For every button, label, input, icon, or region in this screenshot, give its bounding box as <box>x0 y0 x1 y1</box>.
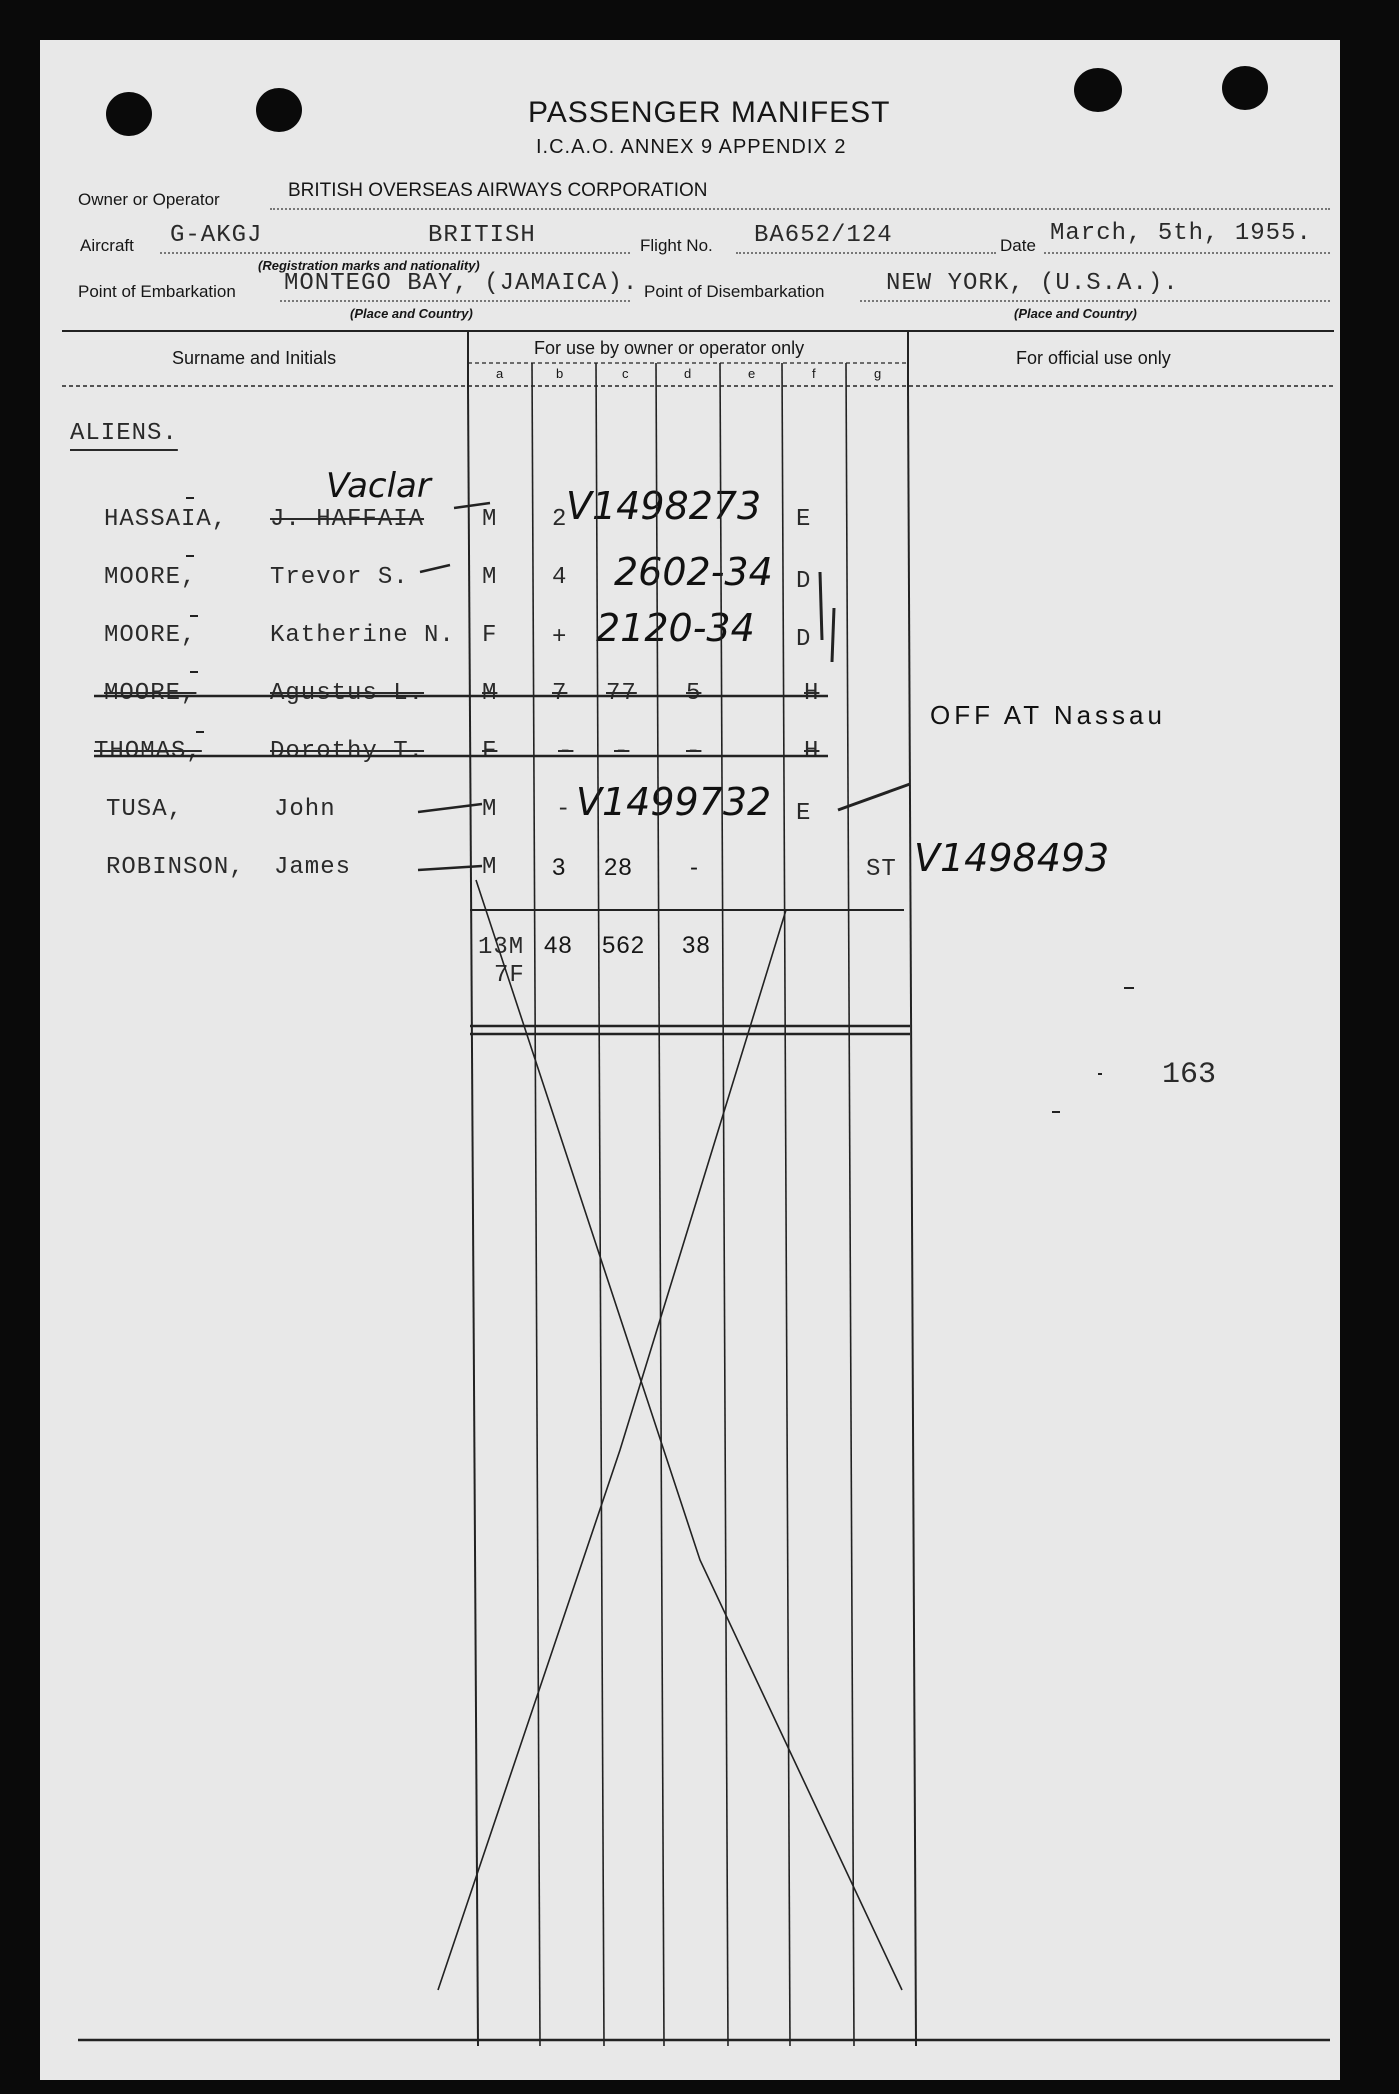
subcol-f: f <box>812 366 816 381</box>
punch-hole <box>106 92 152 136</box>
owner-dotted-line <box>270 208 1330 210</box>
handwritten-mark: 2120-34 <box>596 606 755 650</box>
subcol-e: e <box>748 366 756 381</box>
disembarkation-dotted-line <box>860 300 1330 302</box>
surname-column-header: Surname and Initials <box>172 348 337 368</box>
cell-f: H <box>804 680 820 707</box>
passenger-surname: THOMAS, <box>94 738 202 765</box>
owner-value: BRITISH OVERSEAS AIRWAYS CORPORATION <box>288 180 708 201</box>
aircraft-dotted-line <box>160 252 630 254</box>
passenger-initials: John <box>274 796 336 823</box>
punch-hole <box>1222 66 1268 110</box>
cell-e: D <box>796 568 812 595</box>
embarkation-value: MONTEGO BAY, (JAMAICA). <box>284 270 639 297</box>
cell-e: E <box>796 506 812 533</box>
passenger-initials: Katherine N. <box>270 622 455 649</box>
total-c: 562 <box>602 932 646 959</box>
cell-c: - <box>614 738 630 765</box>
passenger-surname: MOORE, <box>104 564 197 591</box>
cell-d: - <box>686 738 702 765</box>
cell-d: 5 <box>686 680 702 707</box>
cell-b: 4 <box>552 564 568 591</box>
date-dotted-line <box>1044 252 1330 254</box>
total-female: 7F <box>494 962 525 989</box>
cell-e: E <box>796 800 812 827</box>
registration-note: (Registration marks and nationality) <box>258 258 480 273</box>
embarkation-label: Point of Embarkation <box>78 282 236 301</box>
form-subtitle: I.C.A.O. ANNEX 9 APPENDIX 2 <box>536 136 847 158</box>
passenger-initials: Dorothy T. <box>270 738 425 765</box>
total-d: 38 <box>682 932 711 959</box>
cell-g: ST <box>866 856 897 883</box>
embarkation-note: (Place and Country) <box>350 306 473 321</box>
cell-b: - <box>558 738 574 765</box>
cell-b: + <box>552 624 568 651</box>
passenger-initials: Trevor S. <box>270 564 409 591</box>
punch-hole <box>256 88 302 132</box>
page-number: 163 <box>1162 1058 1217 1092</box>
cell-a: M <box>482 506 498 533</box>
handwritten-mark: 2602-34 <box>614 550 773 594</box>
passenger-surname: TUSA, <box>106 796 184 823</box>
date-label: Date <box>1000 236 1036 255</box>
official-use-header: For official use only <box>1016 348 1171 368</box>
date-value: March, 5th, 1955. <box>1050 220 1312 247</box>
disembarkation-note: (Place and Country) <box>1014 306 1137 321</box>
cell-c: 28 <box>604 854 633 881</box>
passenger-surname: MOORE, <box>104 680 197 707</box>
handwritten-correction: Vaclar <box>326 466 431 506</box>
total-male: 13M <box>478 934 525 961</box>
cell-b: 7 <box>552 680 568 707</box>
aircraft-label: Aircraft <box>80 236 134 255</box>
flight-dotted-line <box>736 252 996 254</box>
section-heading: ALIENS. <box>70 420 178 447</box>
cell-a: M <box>482 796 498 823</box>
cell-a: M <box>482 854 498 881</box>
subcol-b: b <box>556 366 564 381</box>
embarkation-dotted-line <box>280 300 630 302</box>
cell-d: - <box>690 854 699 881</box>
form-title: PASSENGER MANIFEST <box>528 96 891 129</box>
subcol-g: g <box>874 366 882 381</box>
cell-a: M <box>482 564 498 591</box>
passenger-surname: HASSAIA, <box>104 506 228 533</box>
handwritten-mark: V1498273 <box>566 484 762 528</box>
subcol-a: a <box>496 366 504 381</box>
handwritten-mark: V1499732 <box>576 780 772 824</box>
owner-label: Owner or Operator <box>78 190 220 209</box>
disembarkation-value: NEW YORK, (U.S.A.). <box>886 270 1179 297</box>
subcol-c: c <box>622 366 629 381</box>
disembarkation-label: Point of Disembarkation <box>644 282 825 301</box>
flight-number: BA652/124 <box>754 222 893 249</box>
passenger-surname: ROBINSON, <box>106 854 245 881</box>
subcol-d: d <box>684 366 692 381</box>
passenger-surname: MOORE, <box>104 622 197 649</box>
owner-use-header: For use by owner or operator only <box>534 338 805 358</box>
aircraft-registration: G-AKGJ <box>170 222 263 249</box>
cell-b: - <box>556 796 572 823</box>
cell-a: M <box>482 680 498 707</box>
cell-f: H <box>804 738 820 765</box>
cell-b: 2 <box>552 506 568 533</box>
handwritten-mark: V1498493 <box>914 836 1110 880</box>
flight-label: Flight No. <box>640 236 713 255</box>
aircraft-nationality: BRITISH <box>428 222 536 249</box>
passenger-initials: James <box>274 854 352 881</box>
cell-a: F <box>482 622 498 649</box>
off-at-nassau-note: OFF AT Nassau <box>930 700 1166 730</box>
cell-c: 77 <box>606 680 637 707</box>
passenger-initials: J. HAFFAIA <box>270 506 425 533</box>
passenger-initials: Agustus L. <box>270 680 425 707</box>
cell-e: D <box>796 626 812 653</box>
total-b: 48 <box>544 932 573 959</box>
cell-a: F <box>482 738 498 765</box>
cell-b: 3 <box>552 854 567 881</box>
punch-hole <box>1074 68 1122 112</box>
